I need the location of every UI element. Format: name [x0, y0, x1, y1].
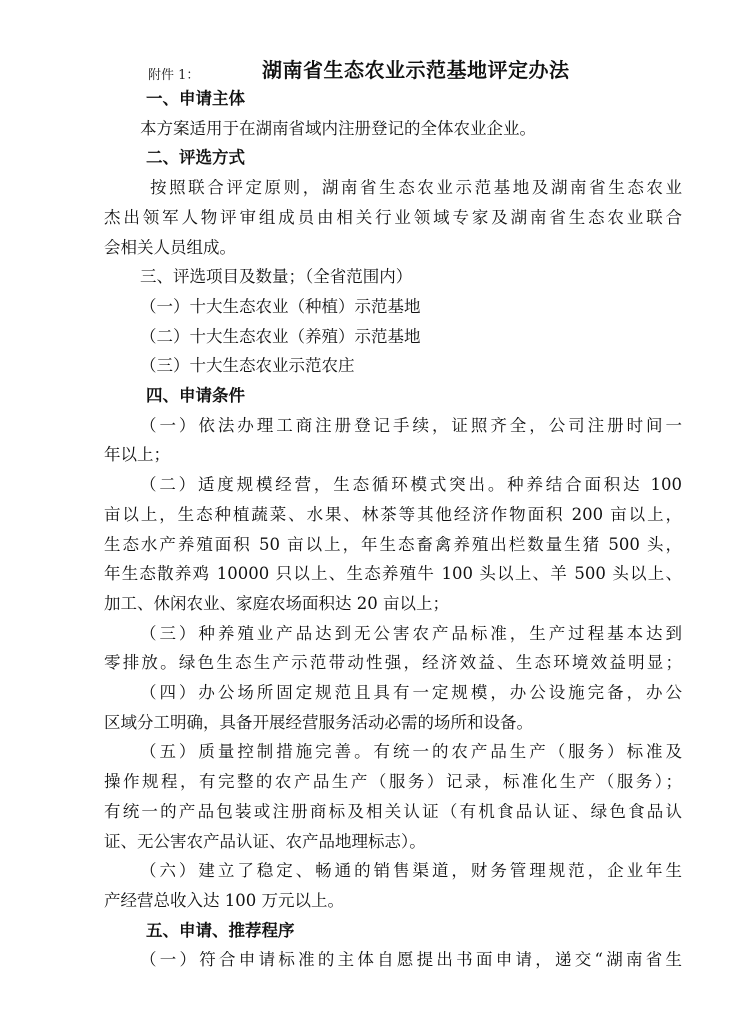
section-heading: 四、申请条件: [146, 386, 245, 406]
attachment-label: 附件 1：: [148, 68, 200, 83]
paragraph-line: （六）建立了稳定、畅通的销售渠道，财务管理规范，企业年生: [140, 861, 682, 881]
paragraph-line: （一）依法办理工商注册登记手续，证照齐全，公司注册时间一: [140, 415, 682, 435]
paragraph-line: 零排放。绿色生态生产示范带动性强，经济效益、生态环境效益明显；: [104, 653, 682, 673]
paragraph-line: 本方案适用于在湖南省域内注册登记的全体农业企业。: [140, 118, 536, 138]
paragraph-line: 有统一的产品包装或注册商标及相关认证（有机食品认证、绿色食品认: [104, 801, 682, 821]
section-heading: 二、评选方式: [146, 148, 245, 168]
section-heading: 一、申请主体: [146, 89, 245, 108]
paragraph-line: 杰出领军人物评审组成员由相关行业领域专家及湖南省生态农业联合: [104, 207, 682, 227]
paragraph-line: （二）十大生态农业（养殖）示范基地: [140, 326, 421, 346]
paragraph-line: 证、无公害农产品认证、农产品地理标志）。: [104, 831, 426, 851]
paragraph-line: 年以上；: [104, 445, 170, 465]
paragraph-line: 会相关人员组成。: [104, 237, 236, 257]
section-heading: 五、申请、推荐程序: [146, 920, 295, 940]
paragraph-line: 三、评选项目及数量；（全省范围内）: [140, 267, 413, 287]
paragraph-line: （四）办公场所固定规范且具有一定规模，办公设施完备，办公: [140, 683, 682, 703]
paragraph-line: （三）十大生态农业示范农庄: [140, 356, 355, 376]
paragraph-line: 区域分工明确，具备开展经营服务活动必需的场所和设备。: [104, 712, 533, 732]
paragraph-line: （五）质量控制措施完善。有统一的农产品生产（服务）标准及: [140, 742, 682, 762]
paragraph-line: 产经营总收入达 100 万元以上。: [104, 890, 344, 910]
paragraph-line: 按照联合评定原则，湖南省生态农业示范基地及湖南省生态农业: [150, 178, 682, 198]
paragraph-line: 操作规程，有完整的农产品生产（服务）记录，标准化生产（服务）；: [104, 772, 682, 792]
paragraph-line: （三）种养殖业产品达到无公害农产品标准，生产过程基本达到: [140, 623, 682, 643]
paragraph-line: （二）适度规模经营，生态循环模式突出。种养结合面积达 100: [140, 475, 682, 495]
paragraph-line: 加工、休闲农业、家庭农场面积达 20 亩以上；: [104, 593, 449, 613]
paragraph-line: （一）十大生态农业（种植）示范基地: [140, 296, 421, 316]
paragraph-line: 年生态散养鸡 10000 只以上、生态养殖牛 100 头以上、羊 500 头以上、: [104, 564, 682, 584]
paragraph-line: （一）符合申请标准的主体自愿提出书面申请，递交“湖南省生: [140, 950, 682, 970]
document-body: [104, 84, 682, 975]
paragraph-line: 生态水产养殖面积 50 亩以上，年生态畜禽养殖出栏数量生猪 500 头，: [104, 534, 682, 554]
document-title: 湖南省生态农业示范基地评定办法: [262, 58, 570, 82]
paragraph-line: 亩以上，生态种植蔬菜、水果、林茶等其他经济作物面积 200 亩以上，: [104, 504, 682, 524]
